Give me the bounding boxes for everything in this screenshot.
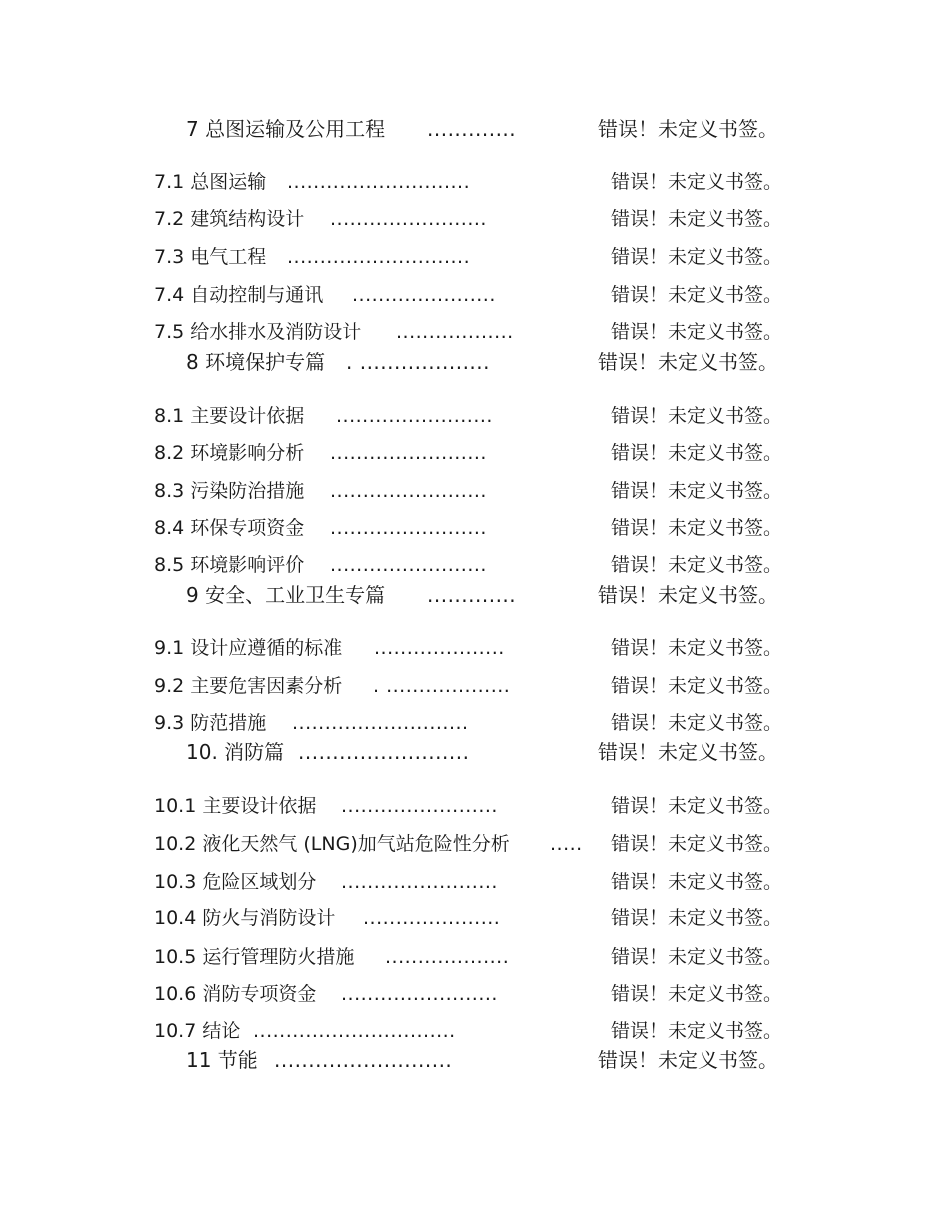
toc-leader-dots: ...........................	[292, 712, 469, 734]
toc-page-ref-error: 错误！未定义书签。	[598, 583, 778, 607]
toc-leader-dots: ........................	[341, 871, 498, 893]
toc-leader-dots: ..........................	[274, 1048, 453, 1072]
toc-label: 10.2 液化天然气 (LNG)加气站危险性分析	[154, 833, 510, 855]
toc-section-8-1[interactable]	[0, 401, 950, 431]
toc-label: 10.1 主要设计依据	[154, 795, 317, 817]
toc-leader-dots: ........................	[330, 554, 487, 576]
toc-leader-dots: ............................	[287, 246, 471, 268]
toc-leader-dots: ........................	[330, 517, 487, 539]
toc-leader-dots: ........................	[330, 480, 487, 502]
toc-page-ref-error: 错误！未定义书签。	[611, 321, 783, 343]
toc-page-ref-error: 错误！未定义书签。	[598, 740, 778, 764]
toc-label: 7.2 建筑结构设计	[154, 208, 305, 230]
toc-label: 7.4 自动控制与通讯	[154, 284, 324, 306]
toc-label: 10.3 危险区域划分	[154, 871, 317, 893]
toc-label: 10.4 防火与消防设计	[154, 907, 336, 929]
toc-leader-dots: .....	[550, 833, 583, 855]
toc-page-ref-error: 错误！未定义书签。	[611, 246, 783, 268]
toc-leader-dots: . ...................	[346, 350, 491, 374]
toc-leader-dots: ..................	[396, 321, 514, 343]
toc-page-ref-error: 错误！未定义书签。	[611, 171, 783, 193]
toc-leader-dots: ......................	[352, 284, 496, 306]
toc-label: 7 总图运输及公用工程	[186, 117, 386, 141]
toc-section-7-4[interactable]	[0, 280, 950, 310]
toc-page-ref-error: 错误！未定义书签。	[611, 833, 783, 855]
toc-section-9-1[interactable]	[0, 633, 950, 663]
toc-page-ref-error: 错误！未定义书签。	[598, 117, 778, 141]
toc-page-ref-error: 错误！未定义书签。	[611, 442, 783, 464]
toc-leader-dots: ...............................	[253, 1020, 456, 1042]
toc-chapter-8[interactable]	[0, 347, 950, 377]
toc-section-9-3[interactable]	[0, 708, 950, 738]
toc-label: 7.1 总图运输	[154, 171, 267, 193]
toc-leader-dots: ........................	[336, 405, 493, 427]
toc-page-ref-error: 错误！未定义书签。	[611, 554, 783, 576]
toc-page-ref-error: 错误！未定义书签。	[611, 983, 783, 1005]
toc-page-ref-error: 错误！未定义书签。	[598, 350, 778, 374]
toc-leader-dots: .....................	[363, 907, 501, 929]
toc-leader-dots: ............................	[287, 171, 471, 193]
toc-section-9-2[interactable]	[0, 671, 950, 701]
toc-leader-dots: ...................	[385, 946, 510, 968]
toc-label: 8.3 污染防治措施	[154, 480, 305, 502]
toc-page-ref-error: 错误！未定义书签。	[611, 637, 783, 659]
toc-page-ref-error: 错误！未定义书签。	[611, 907, 783, 929]
toc-leader-dots: . ...................	[373, 675, 511, 697]
toc-label: 7.3 电气工程	[154, 246, 267, 268]
toc-page-ref-error: 错误！未定义书签。	[611, 480, 783, 502]
toc-page-ref-error: 错误！未定义书签。	[611, 795, 783, 817]
toc-section-10-6[interactable]	[0, 979, 950, 1009]
toc-leader-dots: ........................	[330, 442, 487, 464]
toc-leader-dots: .............	[427, 583, 517, 607]
toc-leader-dots: ....................	[374, 637, 505, 659]
toc-section-8-2[interactable]	[0, 438, 950, 468]
toc-chapter-10[interactable]	[0, 737, 950, 767]
toc-page-ref-error: 错误！未定义书签。	[598, 1048, 778, 1072]
toc-chapter-9[interactable]	[0, 580, 950, 610]
toc-section-8-3[interactable]	[0, 476, 950, 506]
toc-chapter-7[interactable]	[0, 114, 950, 144]
toc-label: 9.2 主要危害因素分析	[154, 675, 343, 697]
toc-page-ref-error: 错误！未定义书签。	[611, 284, 783, 306]
toc-page-ref-error: 错误！未定义书签。	[611, 712, 783, 734]
toc-section-10-5[interactable]	[0, 942, 950, 972]
toc-leader-dots: .............	[427, 117, 517, 141]
toc-section-7-3[interactable]	[0, 242, 950, 272]
toc-section-10-3[interactable]	[0, 867, 950, 897]
toc-section-7-5[interactable]	[0, 317, 950, 347]
toc-leader-dots: ........................	[341, 983, 498, 1005]
toc-label: 8.4 环保专项资金	[154, 517, 305, 539]
toc-label: 9.1 设计应遵循的标准	[154, 637, 343, 659]
toc-section-7-1[interactable]	[0, 167, 950, 197]
toc-label: 9.3 防范措施	[154, 712, 267, 734]
toc-label: 8.1 主要设计依据	[154, 405, 305, 427]
toc-section-7-2[interactable]	[0, 204, 950, 234]
toc-section-10-4[interactable]	[0, 903, 950, 933]
toc-page-ref-error: 错误！未定义书签。	[611, 675, 783, 697]
toc-section-8-5[interactable]	[0, 550, 950, 580]
toc-page-ref-error: 错误！未定义书签。	[611, 517, 783, 539]
toc-section-10-2[interactable]	[0, 829, 950, 859]
toc-label: 11 节能	[186, 1048, 258, 1072]
toc-section-8-4[interactable]	[0, 513, 950, 543]
toc-section-10-1[interactable]	[0, 791, 950, 821]
toc-label: 10. 消防篇	[186, 740, 285, 764]
toc-label: 10.6 消防专项资金	[154, 983, 317, 1005]
toc-leader-dots: ........................	[330, 208, 487, 230]
toc-label: 8.2 环境影响分析	[154, 442, 305, 464]
toc-page-ref-error: 错误！未定义书签。	[611, 871, 783, 893]
toc-leader-dots: .........................	[298, 740, 470, 764]
toc-page-ref-error: 错误！未定义书签。	[611, 405, 783, 427]
toc-page-ref-error: 错误！未定义书签。	[611, 946, 783, 968]
toc-label: 8.5 环境影响评价	[154, 554, 305, 576]
toc-leader-dots: ........................	[341, 795, 498, 817]
toc-page-ref-error: 错误！未定义书签。	[611, 208, 783, 230]
toc-label: 10.7 结论	[154, 1020, 241, 1042]
toc-label: 9 安全、工业卫生专篇	[186, 583, 386, 607]
toc-label: 10.5 运行管理防火措施	[154, 946, 355, 968]
toc-label: 8 环境保护专篇	[186, 350, 326, 374]
toc-section-10-7[interactable]	[0, 1016, 950, 1046]
toc-chapter-11[interactable]	[0, 1045, 950, 1075]
toc-page-ref-error: 错误！未定义书签。	[611, 1020, 783, 1042]
toc-label: 7.5 给水排水及消防设计	[154, 321, 362, 343]
